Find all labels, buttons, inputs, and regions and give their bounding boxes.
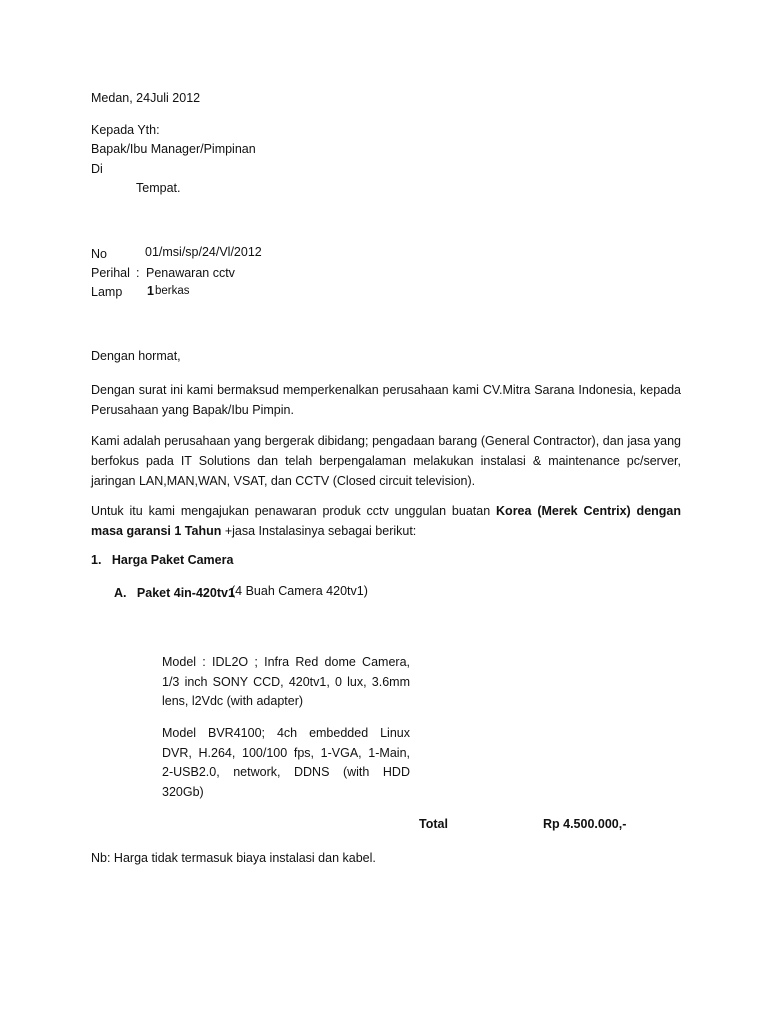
greeting: Dengan hormat, bbox=[91, 349, 181, 363]
recipient-line-2: Bapak/Ibu Manager/Pimpinan bbox=[91, 142, 256, 156]
spec-camera-line-3: lens, l2Vdc (with adapter) bbox=[162, 694, 304, 708]
total-label: Total bbox=[419, 817, 448, 831]
meta-lamp-label: Lamp bbox=[91, 285, 123, 299]
paragraph-offer bbox=[91, 501, 681, 541]
recipient-line-3: Di bbox=[91, 162, 103, 176]
meta-lamp-count: 1 bbox=[147, 284, 154, 298]
place-date: Medan, 24Juli 2012 bbox=[91, 91, 201, 105]
meta-perihal-value: Penawaran cctv bbox=[146, 266, 235, 280]
offer-text-bold: Korea (Merek Centrix) dengan masa garansi 1 Tahun bbox=[91, 504, 681, 538]
paragraph-company-profile: Kami adalah perusahaan yang bergerak dibidang; pengadaan barang (General Contractor), dan jasa yang berfokus pada IT Solutions dan telah berpengalaman melakukan instalasi & maintenance pc/server, jaringan LAN,MAN,WAN, VSAT, dan CCTV (Closed circuit television). bbox=[91, 434, 681, 488]
spec-dvr bbox=[162, 724, 410, 802]
section-package-detail: (4 Buah Camera 420tv1) bbox=[231, 584, 368, 598]
recipient-line-1: Kepada Yth: bbox=[91, 123, 160, 137]
spec-camera bbox=[162, 653, 410, 712]
note: Nb: Harga tidak termasuk biaya instalasi dan kabel. bbox=[91, 851, 376, 865]
paragraph-introduction: Dengan surat ini kami bermaksud memperkenalkan perusahaan kami CV.Mitra Sarana Indonesia, kepada Perusahaan yang Bapak/Ibu Pimpin. bbox=[91, 383, 681, 417]
spec-dvr-line-1: Model BVR4100; 4ch embedded Linux bbox=[162, 726, 410, 740]
offer-text-2: +jasa Instalasinya sebagai berikut: bbox=[221, 524, 417, 538]
spec-camera-line-2: 1/3 inch SONY CCD, 420tv1, 0 lux, 3.6mm bbox=[162, 674, 410, 689]
meta-no-label: No bbox=[91, 247, 107, 261]
spec-dvr-line-2: DVR, H.264, 100/100 fps, 1-VGA, 1-Main, bbox=[162, 745, 410, 760]
spec-dvr-line-3: 2-USB2.0, network, DDNS (with HDD bbox=[162, 765, 410, 779]
meta-no-value: 01/msi/sp/24/Vl/2012 bbox=[145, 245, 262, 259]
meta-perihal-label: Perihal bbox=[91, 266, 130, 280]
section-package-label: A. Paket 4in-420tv1 bbox=[114, 586, 235, 600]
total-value: Rp 4.500.000,- bbox=[543, 817, 627, 831]
spec-dvr-line-4: 320Gb) bbox=[162, 784, 204, 799]
meta-perihal-sep: : bbox=[136, 266, 140, 280]
spec-camera-line-1: Model : IDL2O ; Infra Red dome Camera, bbox=[162, 655, 410, 669]
section-heading-price: 1. Harga Paket Camera bbox=[91, 553, 234, 567]
meta-lamp-unit: berkas bbox=[155, 285, 190, 297]
offer-text-1: Untuk itu kami mengajukan penawaran produk cctv unggulan buatan bbox=[91, 504, 497, 518]
recipient-line-4: Tempat. bbox=[136, 181, 181, 195]
